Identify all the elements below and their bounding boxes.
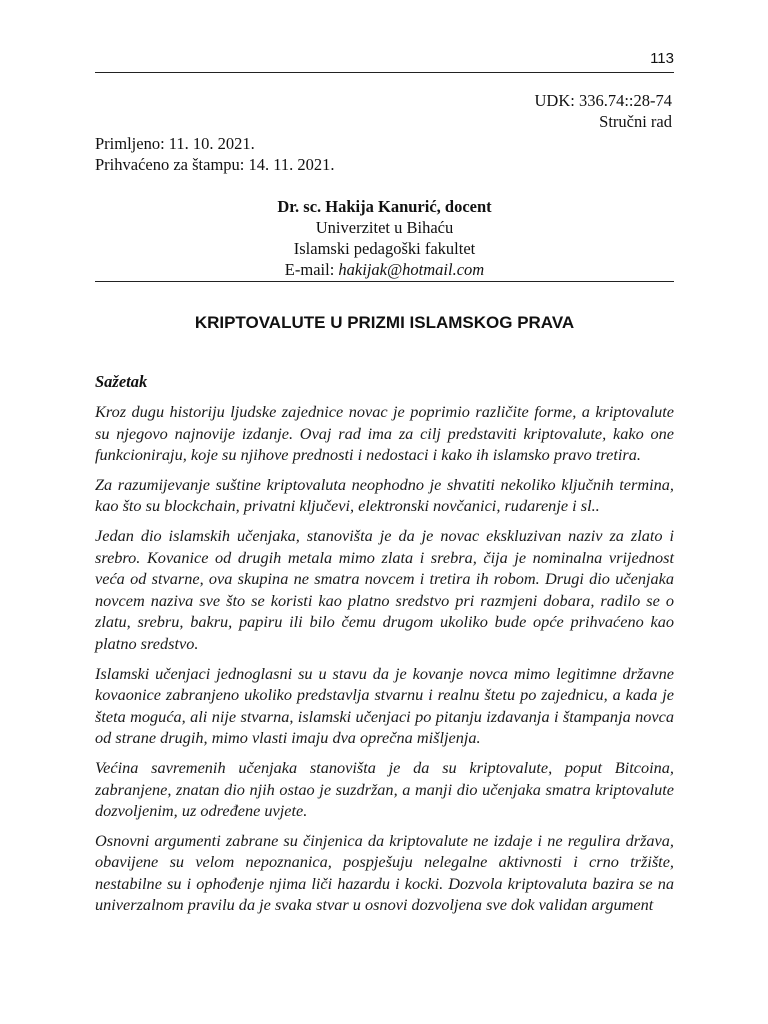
- accepted-date: Prihvaćeno za štampu: 14. 11. 2021.: [95, 155, 335, 174]
- page-number: 113: [650, 50, 674, 67]
- title-rule: [95, 281, 674, 282]
- abstract-paragraph: Osnovni argumenti zabrane su činjenica da kriptovalute ne izdaje i ne regulira država, obavijene su velom nepoznanica, pospješuju nelegalne aktivnosti i crno tržište, nestabilne su i ophođenje njima liči hazardu i kocki. Dozvola kriptovaluta bazira se na univerzalnom pravilu da je svaka stvar u osnovi dozvoljena sve dok validan argument: [95, 830, 674, 915]
- paper-title: KRIPTOVALUTE U PRIZMI ISLAMSKOG PRAVA: [194, 313, 575, 332]
- author-faculty: Islamski pedagoški fakultet: [293, 239, 476, 258]
- author-email: [95, 259, 674, 280]
- author-name: [95, 196, 674, 217]
- abstract-paragraph: Većina savremenih učenjaka stanovišta je da su kriptovalute, poput Bitcoina, zabranjene, znatan dio njih ostao je suzdržan, a manji dio učenjaka smatra kriptovalute dozvoljenim, uz određene uvjete.: [95, 757, 674, 821]
- udk-code: UDK: 336.74::28-74: [534, 91, 672, 110]
- email-link[interactable]: hakijak@hotmail.com: [338, 260, 485, 279]
- paper-type: Stručni rad: [599, 112, 672, 131]
- author-name-text: Dr. sc. Hakija Kanurić, docent: [277, 197, 492, 216]
- abstract-paragraph: Kroz dugu historiju ljudske zajednice novac je poprimio različite forme, a kriptovalute su njegovo najnovije izdanje. Ovaj rad ima za cilj predstaviti kriptovalute, kako one funkcioniraju, koje su njihove prednosti i nedostaci i kako ih islamsko pravo tretira.: [95, 402, 674, 465]
- abstract-paragraph: Za razumijevanje suštine kriptovaluta neophodno je shvatiti nekoliko ključnih termina, kao što su blockchain, privatni ključevi, elektronski novčanici, rudarenje i sl..: [95, 474, 674, 516]
- email-label: E-mail:: [284, 260, 335, 279]
- abstract-heading: Sažetak: [95, 372, 148, 391]
- abstract-paragraph: Jedan dio islamskih učenjaka, stanovišta je da je novac ekskluzivan naziv za zlato i srebro. Kovanice od drugih metala mimo zlata i srebra, čija je nominalna vrijednost veća od stvarne, ova skupina ne smatra novcem i tretira ih robom. Drugi dio učenjaka novcem naziva sve što se koristi kao platno sredstvo pri razmjeni dobara, radilo se o zlatu, srebru, bakru, papiru ili bilo čemu drugom ukoliko bude opće prihvaćeno kao platno sredstvo.: [95, 525, 674, 653]
- abstract-body: [95, 401, 674, 924]
- abstract-paragraph: Islamski učenjaci jednoglasni su u stavu da je kovanje novca mimo legitimne državne kovaonice zabranjeno ukoliko predstavlja stvarnu i realnu štetu po zajednicu, a kada je šteta moguća, ali nije stvarna, islamski učenjaci po pitanju izdavanja i štampanja novca od strane drugih, mimo vlasti imaju dva oprečna mišljenja.: [95, 663, 674, 748]
- header-rule: [95, 72, 674, 73]
- received-date: Primljeno: 11. 10. 2021.: [95, 134, 255, 153]
- author-university: Univerzitet u Bihaću: [315, 218, 454, 237]
